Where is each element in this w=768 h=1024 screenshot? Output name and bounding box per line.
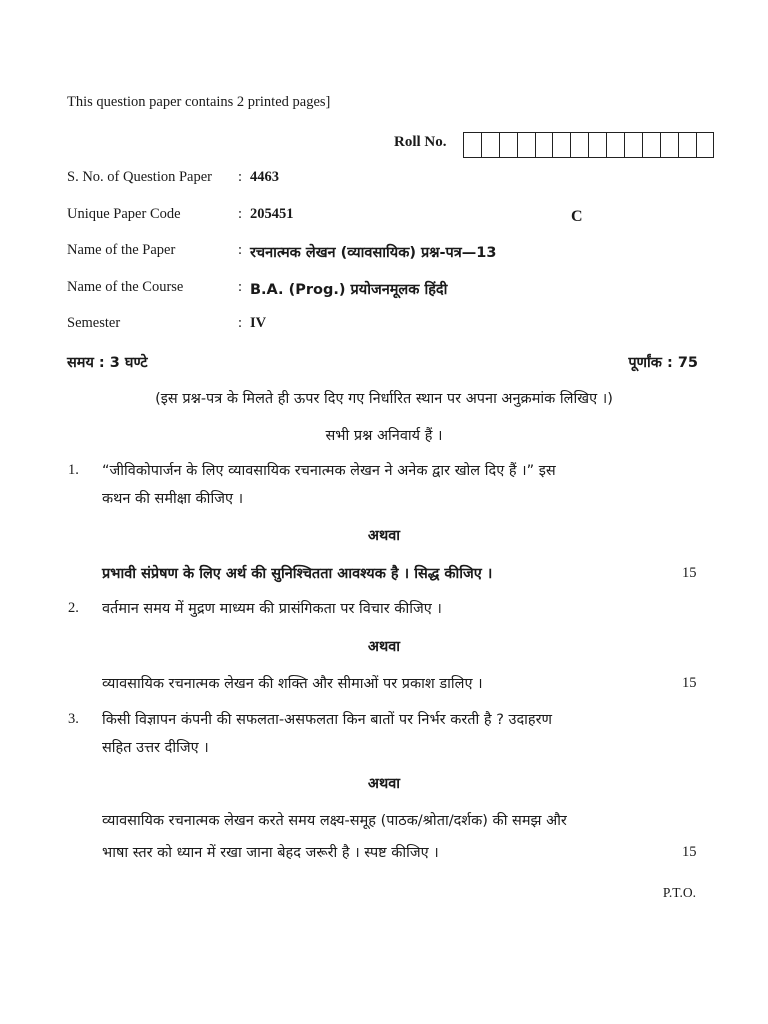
roll-digit-box[interactable] [589, 133, 607, 157]
question-1-text-cont: कथन की समीक्षा कीजिए । [102, 491, 244, 507]
roll-digit-box[interactable] [607, 133, 625, 157]
detail-label-paper-code: Unique Paper Code [67, 206, 181, 222]
time-allowed: समय : 3 घण्टे [67, 355, 148, 371]
question-number: 2. [68, 600, 79, 616]
question-2-marks: 15 [682, 675, 697, 691]
detail-value-serial: 4463 [250, 169, 279, 185]
roll-number-boxes[interactable] [463, 132, 714, 158]
roll-digit-box[interactable] [553, 133, 571, 157]
question-2-text: वर्तमान समय में मुद्रण माध्यम की प्रासंगिकता पर विचार कीजिए । [102, 601, 442, 617]
question-3-text-cont: सहित उत्तर दीजिए । [102, 740, 209, 756]
roll-digit-box[interactable] [643, 133, 661, 157]
question-number: 1. [68, 462, 79, 478]
question-3-marks: 15 [682, 844, 697, 860]
roll-digit-box[interactable] [661, 133, 679, 157]
roll-number-label: Roll No. [394, 134, 447, 150]
detail-colon: : [238, 315, 243, 331]
roll-digit-box[interactable] [625, 133, 643, 157]
page-count-note: This question paper contains 2 printed pages] [67, 94, 331, 110]
roll-digit-box[interactable] [697, 133, 714, 157]
detail-label-course: Name of the Course [67, 279, 184, 295]
detail-label-semester: Semester [67, 315, 121, 331]
or-divider: अथवा [367, 776, 401, 792]
detail-value-paper-code: 205451 [250, 206, 294, 222]
question-number: 3. [68, 711, 79, 727]
detail-colon: : [238, 169, 243, 185]
compulsory-instruction: सभी प्रश्न अनिवार्य हैं । [325, 428, 443, 444]
roll-digit-box[interactable] [464, 133, 482, 157]
roll-digit-box[interactable] [536, 133, 554, 157]
maximum-marks: पूर्णांक : 75 [628, 355, 698, 371]
question-3-alternative-cont: भाषा स्तर को ध्यान में रखा जाना बेहद जरूरी है । स्पष्ट कीजिए । [102, 845, 439, 861]
roll-digit-box[interactable] [482, 133, 500, 157]
question-1-text: “जीविकोपार्जन के लिए व्यावसायिक रचनात्मक लेखन ने अनेक द्वार खोल दिए हैं ।” इस [102, 463, 556, 479]
question-1-alternative: प्रभावी संप्रेषण के लिए अर्थ की सुनिश्चितता आवश्यक है । सिद्ध कीजिए । [102, 566, 493, 582]
detail-label-paper-name: Name of the Paper [67, 242, 176, 258]
detail-value-paper-name: रचनात्मक लेखन (व्यावसायिक) प्रश्न-पत्र—13 [250, 245, 497, 261]
detail-colon: : [238, 206, 243, 222]
question-3-text: किसी विज्ञापन कंपनी की सफलता-असफलता किन बातों पर निर्भर करती है ? उदाहरण [102, 712, 553, 728]
detail-value-semester: IV [250, 315, 267, 331]
detail-colon: : [238, 242, 243, 258]
detail-label-serial: S. No. of Question Paper [67, 169, 212, 185]
roll-digit-box[interactable] [679, 133, 697, 157]
detail-value-course: B.A. (Prog.) प्रयोजनमूलक हिंदी [250, 282, 448, 298]
question-3-alternative: व्यावसायिक रचनात्मक लेखन करते समय लक्ष्य-समूह (पाठक/श्रोता/दर्शक) की समझ और [102, 813, 567, 829]
roll-digit-box[interactable] [571, 133, 589, 157]
question-2-alternative: व्यावसायिक रचनात्मक लेखन की शक्ति और सीमाओं पर प्रकाश डालिए । [102, 676, 483, 692]
please-turn-over: P.T.O. [662, 885, 696, 900]
set-code: C [571, 208, 583, 225]
question-1-marks: 15 [682, 565, 697, 581]
roll-digit-box[interactable] [500, 133, 518, 157]
roll-digit-box[interactable] [518, 133, 536, 157]
or-divider: अथवा [367, 639, 401, 655]
detail-colon: : [238, 279, 243, 295]
roll-number-instruction: (इस प्रश्न-पत्र के मिलते ही ऊपर दिए गए निर्धारित स्थान पर अपना अनुक्रमांक लिखिए ।) [155, 391, 613, 407]
or-divider: अथवा [367, 528, 401, 544]
